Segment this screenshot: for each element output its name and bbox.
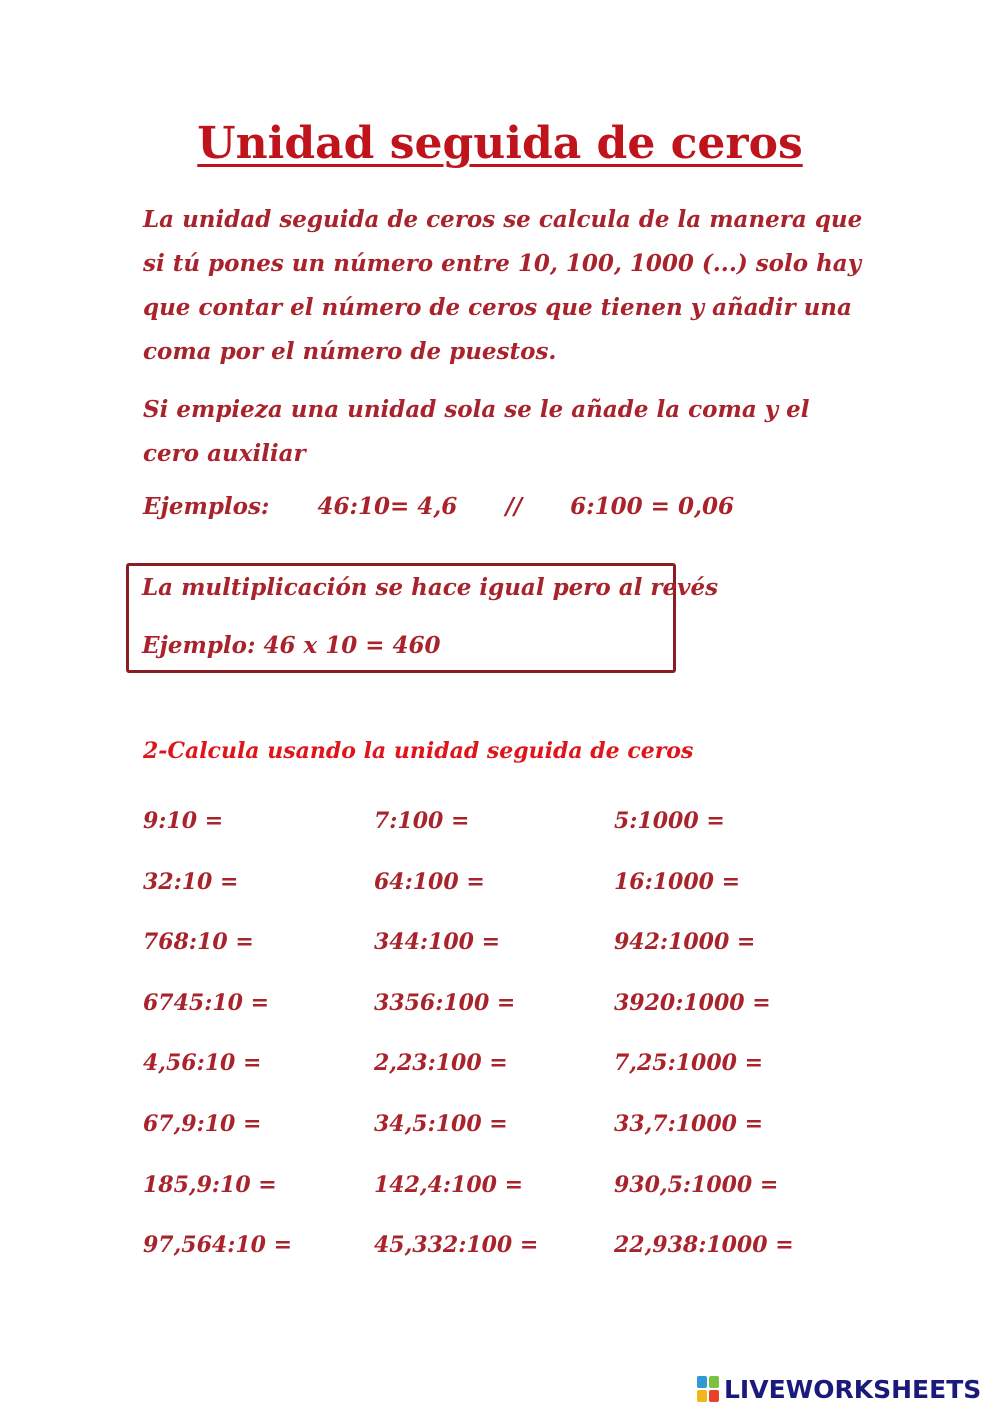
intro-paragraph: La unidad seguida de ceros se calcula de la manera que si tú pones un número entre 10, 100, 1000 (...) solo hay que contar el número de ceros que tienen y añadir una coma por el número de puestos. [143, 206, 863, 365]
exercise-cell: 4,56:10 = [143, 1050, 262, 1077]
exercise-cell: 7:100 = [374, 808, 470, 834]
exercise-cell: 142,4:100 = [374, 1171, 524, 1198]
page-title: Unidad seguida de ceros [197, 118, 803, 169]
example-division-1: 46:10= 4,6 [317, 493, 458, 520]
multiplication-rule: La multiplicación se hace igual pero al revés [142, 574, 719, 601]
liveworksheets-logo-icon [697, 1376, 721, 1404]
auxiliary-zero-rule: Si empieza una unidad sola se le añade la coma y el cero auxiliar [143, 396, 810, 467]
multiplication-example: Ejemplo: 46 x 10 = 460 [142, 632, 441, 659]
examples-separator: // [505, 493, 523, 520]
example-division-2: 6:100 = 0,06 [570, 493, 734, 520]
exercise-cell: 930,5:1000 = [614, 1171, 779, 1198]
exercise-cell: 33,7:1000 = [614, 1110, 764, 1137]
exercise-cell: 97,564:10 = [143, 1232, 293, 1259]
exercise-cell: 34,5:100 = [374, 1110, 508, 1137]
exercise-cell: 6745:10 = [143, 989, 270, 1016]
exercise-cell: 32:10 = [143, 868, 239, 895]
exercise-cell: 9:10 = [143, 808, 224, 834]
exercise-cell: 2,23:100 = [374, 1050, 508, 1077]
exercise-cell: 64:100 = [374, 868, 485, 895]
exercise-cell: 3920:1000 = [614, 989, 771, 1016]
examples-label: Ejemplos: [143, 493, 270, 520]
exercise-cell: 344:100 = [374, 929, 501, 956]
exercise-cell: 942:1000 = [614, 929, 756, 956]
exercise-cell: 3356:100 = [374, 989, 516, 1016]
exercise-cell: 45,332:100 = [374, 1232, 539, 1259]
exercise-cell: 22,938:1000 = [614, 1232, 794, 1259]
exercise-heading: 2-Calcula usando la unidad seguida de ceros [143, 738, 694, 764]
exercise-cell: 5:1000 = [614, 808, 725, 834]
liveworksheets-logo-text: LIVEWORKSHEETS [724, 1375, 982, 1404]
exercise-cell: 7,25:1000 = [614, 1050, 764, 1077]
exercise-cell: 768:10 = [143, 929, 254, 956]
examples-line [143, 493, 734, 520]
exercise-cell: 185,9:10 = [143, 1171, 277, 1198]
liveworksheets-logo[interactable] [697, 1375, 981, 1404]
exercise-cell: 67,9:10 = [143, 1110, 262, 1137]
multiplication-note-box [126, 563, 719, 673]
exercise-cell: 16:1000 = [614, 868, 741, 895]
